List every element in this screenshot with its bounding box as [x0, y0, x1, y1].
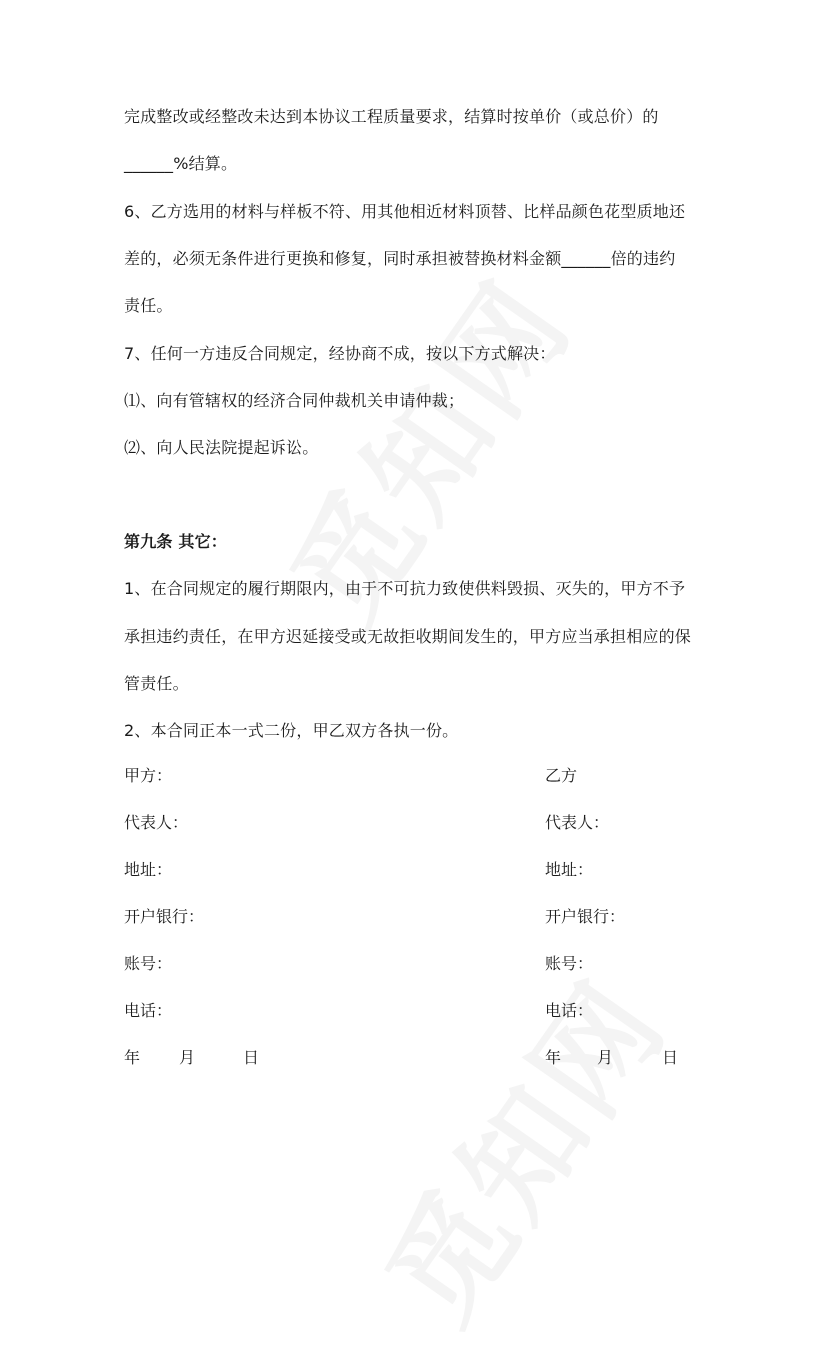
clause-7-option-2: ⑵、向人民法院提起诉讼。	[124, 438, 319, 457]
party-a-label: 甲方：	[124, 766, 173, 785]
party-a-address-label: 地址：	[124, 860, 173, 879]
party-b-phone-label: 电话：	[545, 1001, 594, 1020]
paragraph-line: ______%结算。	[124, 154, 238, 173]
article-9-item-2: 2、本合同正本一式二份，甲乙双方各执一份。	[124, 721, 459, 740]
clause-7-option-1: ⑴、向有管辖权的经济合同仲裁机关申请仲裁；	[124, 391, 465, 410]
article-9-item-1-line: 1、在合同规定的履行期限内，由于不可抗力致使供料毁损、灭失的，甲方不予	[124, 579, 686, 598]
clause-6-line: 责任。	[124, 296, 173, 315]
party-b-account-label: 账号：	[545, 954, 594, 973]
party-b-label: 乙方	[545, 766, 578, 785]
party-a-representative-label: 代表人：	[124, 813, 189, 832]
party-a-date-month: 月	[179, 1048, 196, 1067]
party-b-bank-label: 开户银行：	[545, 907, 626, 926]
party-a-account-label: 账号：	[124, 954, 173, 973]
party-b-address-label: 地址：	[545, 860, 594, 879]
clause-7: 7、任何一方违反合同规定，经协商不成，按以下方式解决：	[124, 344, 556, 363]
article-9-item-1-line: 管责任。	[124, 674, 189, 693]
party-a-date-year: 年	[124, 1048, 141, 1067]
party-a-bank-label: 开户银行：	[124, 907, 205, 926]
article-9-heading: 第九条 其它：	[124, 532, 227, 551]
article-9-item-1-line: 承担违约责任，在甲方迟延接受或无故拒收期间发生的，甲方应当承担相应的保	[124, 627, 692, 646]
party-b-date-month: 月	[597, 1048, 614, 1067]
party-a-date-day: 日	[243, 1048, 260, 1067]
party-b-representative-label: 代表人：	[545, 813, 610, 832]
clause-6-line: 差的，必须无条件进行更换和修复，同时承担被替换材料金额______倍的违约	[124, 249, 676, 268]
party-b-date-day: 日	[662, 1048, 679, 1067]
party-a-phone-label: 电话：	[124, 1001, 173, 1020]
party-b-date-year: 年	[545, 1048, 562, 1067]
clause-6-line: 6、乙方选用的材料与样板不符、用其他相近材料顶替、比样品颜色花型质地还	[124, 202, 686, 221]
paragraph-line: 完成整改或经整改未达到本协议工程质量要求，结算时按单价（或总价）的	[124, 107, 659, 126]
watermark	[340, 942, 698, 1350]
